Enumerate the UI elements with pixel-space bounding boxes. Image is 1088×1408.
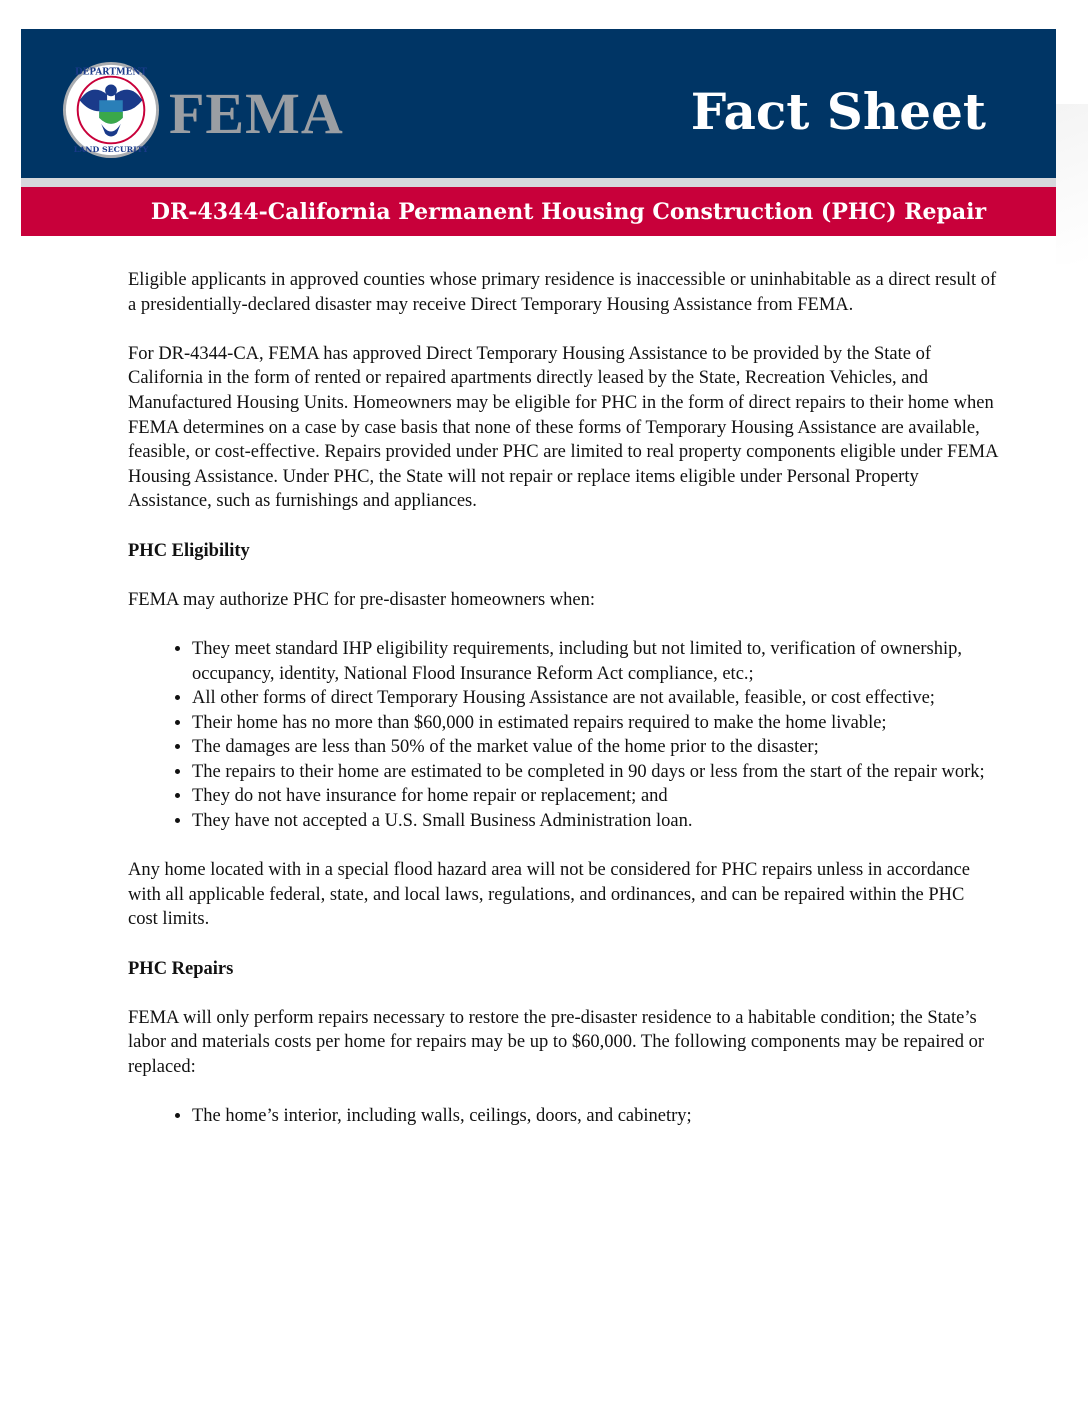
subtitle-banner (21, 187, 1056, 236)
fema-wordmark: FEMA (169, 81, 344, 146)
list-item: • They meet standard IHP eligibility requirements, including but not limited to, verification of ownership, occupancy, identity, National Flood Insurance Reform Act compliance, etc.; (192, 637, 998, 686)
dhs-seal-icon (62, 61, 160, 159)
list-item: • The repairs to their home are estimated to be completed in 90 days or less from the start of the repair work; (192, 760, 998, 785)
svg-text:LAND SECURITY: LAND SECURITY (73, 145, 149, 155)
list-item: • The damages are less than 50% of the market value of the home prior to the disaster; (192, 735, 998, 760)
repairs-list (128, 1104, 998, 1129)
intro-paragraph-2: For DR-4344-CA, FEMA has approved Direct Temporary Housing Assistance to be provided by the State of California in the form of rented or repaired apartments directly leased by the State, Recreation Vehicles, and Manufactured Housing Units. Homeowners may be eligible for PHC in the form of direct repairs to their home when FEMA determines on a case by case basis that none of these forms of Temporary Housing Assistance are available, feasible, or cost-effective. Repairs provided under PHC are limited to real property components eligible under FEMA Housing Assistance. Under PHC, the State will not repair or replace items eligible under Personal Property Assistance, such as furnishings and appliances. (128, 343, 998, 512)
intro-paragraph-1: Eligible applicants in approved counties whose primary residence is inaccessible or uninhabitable as a direct result of a presidentially-declared disaster may receive Direct Temporary Housing Assistance from FEMA. (128, 270, 997, 315)
repairs-lead: FEMA will only perform repairs necessary to restore the pre-disaster residence to a habitable condition; the State’s labor and materials costs per home for repairs may be up to $60,000. The following components may be repaired or replaced: (128, 1007, 985, 1077)
list-item: • The home’s interior, including walls, ceilings, doors, and cabinetry; (192, 1104, 998, 1129)
svg-text:DEPARTMENT: DEPARTMENT (75, 67, 147, 78)
flood-note: Any home located with in a special flood hazard area will not be considered for PHC repairs unless in accordance with all applicable federal, state, and local laws, regulations, and ordinances, and can be repaired within the PHC cost limits. (128, 860, 970, 930)
page-title: Fact Sheet (690, 82, 986, 141)
list-item: • Their home has no more than $60,000 in estimated repairs required to make the home livable; (192, 711, 998, 736)
document-subtitle: DR-4344-California Permanent Housing Construction (PHC) Repair (150, 198, 987, 225)
list-item: • They have not accepted a U.S. Small Business Administration loan. (192, 809, 998, 834)
eligibility-lead: FEMA may authorize PHC for pre-disaster homeowners when: (128, 589, 596, 610)
eligibility-list (128, 637, 998, 834)
header-divider (21, 178, 1056, 187)
list-item: • All other forms of direct Temporary Housing Assistance are not available, feasible, or cost effective; (192, 686, 998, 711)
eligibility-heading: PHC Eligibility (128, 540, 250, 561)
list-item: • They do not have insurance for home repair or replacement; and (192, 784, 998, 809)
repairs-heading: PHC Repairs (128, 958, 234, 979)
page-shadow (1056, 104, 1088, 264)
document-body (128, 268, 998, 1153)
